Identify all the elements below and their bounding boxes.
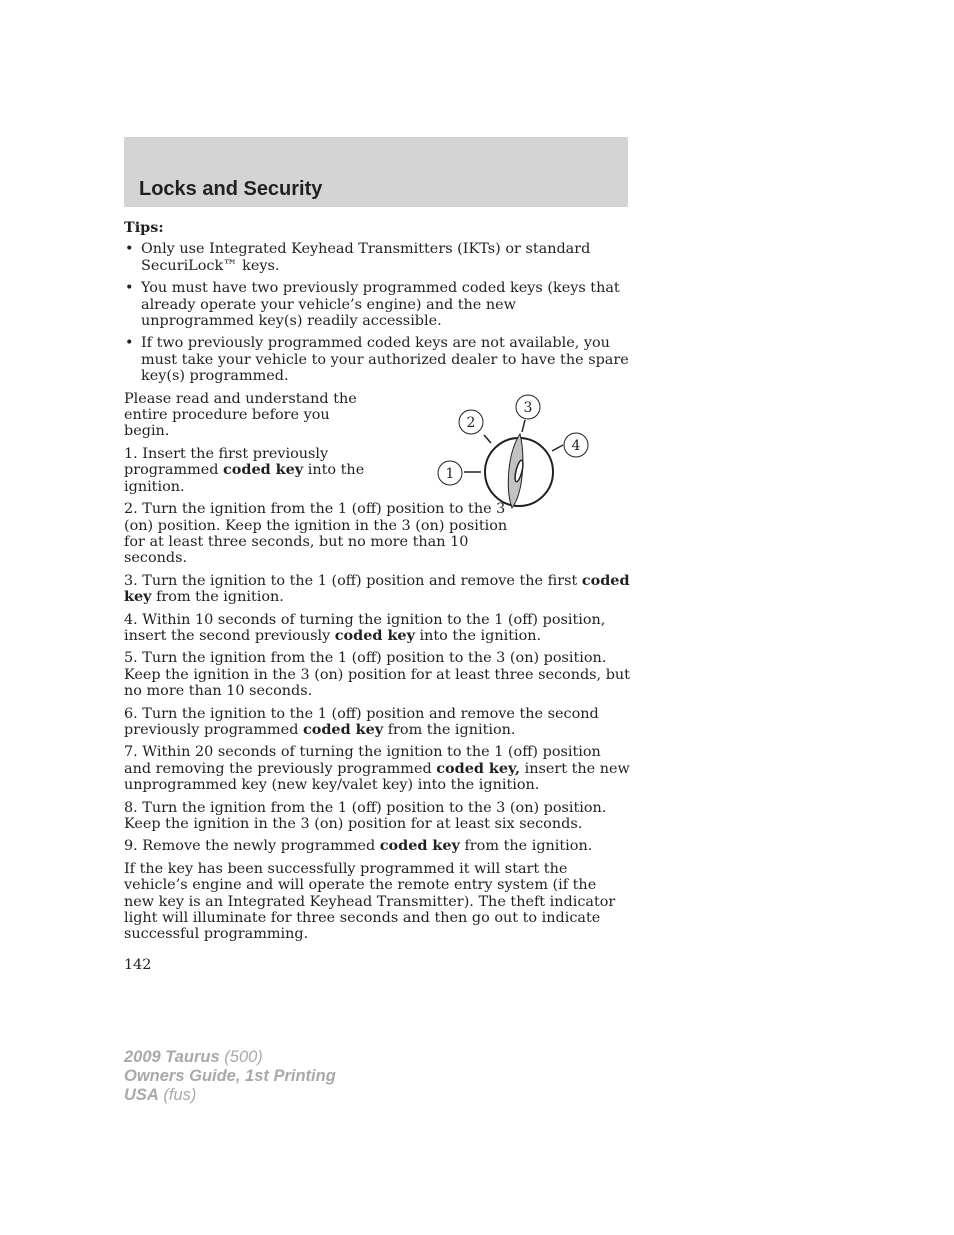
section-header bbox=[124, 137, 628, 207]
step-8: 8. Turn the ignition from the 1 (off) position to the 3 (on) position. Keep the ignition in the 3 (on) position for at least six seconds. bbox=[124, 799, 607, 832]
tips-list bbox=[124, 241, 630, 384]
page-number: 142 bbox=[124, 956, 152, 973]
step-3: 3. Turn the ignition to the 1 (off) position and remove the first coded key from the ignition. bbox=[124, 571, 630, 606]
conclusion-paragraph: If the key has been successfully programmed it will start the vehicle’s engine and will operate the remote entry system (if the new key is an Integrated Keyhead Transmitter). The theft indicator light will illuminate for three seconds and then go out to indicate successful programming. bbox=[124, 860, 616, 943]
section-title: Locks and Security bbox=[139, 178, 323, 200]
step-7: 7. Within 20 seconds of turning the ignition to the 1 (off) position and removing the previously programmed coded key, insert the new unprogrammed key (new key/valet key) into the ignition. bbox=[124, 744, 630, 794]
bullet-icon: • bbox=[125, 280, 134, 297]
list-item bbox=[124, 241, 630, 274]
tip-text: You must have two previously programmed coded keys (keys that already operate your vehicle’s engine) and the new unprogrammed key(s) readily accessible. bbox=[141, 280, 620, 330]
tip-text: Only use Integrated Keyhead Transmitters (IKTs) or standard SecuriLock™ keys. bbox=[141, 241, 591, 274]
tip-text: If two previously programmed coded keys are not available, you must take your vehicle to your authorized dealer to have the spare key(s) programmed. bbox=[141, 335, 629, 385]
step-9: 9. Remove the newly programmed coded key from the ignition. bbox=[124, 837, 593, 855]
tips-heading: Tips: bbox=[124, 219, 164, 236]
position-1-label: 1 bbox=[445, 466, 455, 482]
step-2: 2. Turn the ignition from the 1 (off) position to the 3 (on) position. Keep the ignition in the 3 (on) position for at least three seconds, but no more than 10 seconds. bbox=[124, 501, 508, 567]
bullet-icon: • bbox=[125, 241, 134, 258]
position-3-label: 3 bbox=[523, 400, 533, 416]
position-2-label: 2 bbox=[466, 415, 476, 431]
list-item bbox=[124, 335, 630, 384]
step-4: 4. Within 10 seconds of turning the ignition to the 1 (off) position, insert the second previously coded key into the ignition. bbox=[124, 611, 606, 644]
footer-line-3: USA (fus) bbox=[124, 1086, 197, 1104]
step-1: 1. Insert the first previously programmed coded key into the ignition. bbox=[124, 445, 365, 495]
intro-paragraph: Please read and understand the entire procedure before you begin. bbox=[124, 390, 357, 440]
step-5: 5. Turn the ignition from the 1 (off) position to the 3 (on) position. Keep the ignition in the 3 (on) position for at least three seconds, but no more than 10 seconds. bbox=[124, 650, 630, 700]
bullet-icon: • bbox=[125, 335, 134, 352]
footer-line-2: Owners Guide, 1st Printing bbox=[124, 1067, 336, 1085]
list-item bbox=[124, 280, 630, 329]
step-6: 6. Turn the ignition to the 1 (off) position and remove the second previously programmed coded key from the ignition. bbox=[124, 705, 599, 738]
document-footer bbox=[124, 1048, 336, 1105]
position-4-label: 4 bbox=[571, 438, 581, 454]
footer-line-1: 2009 Taurus (500) bbox=[124, 1048, 263, 1066]
page-body bbox=[124, 220, 630, 973]
